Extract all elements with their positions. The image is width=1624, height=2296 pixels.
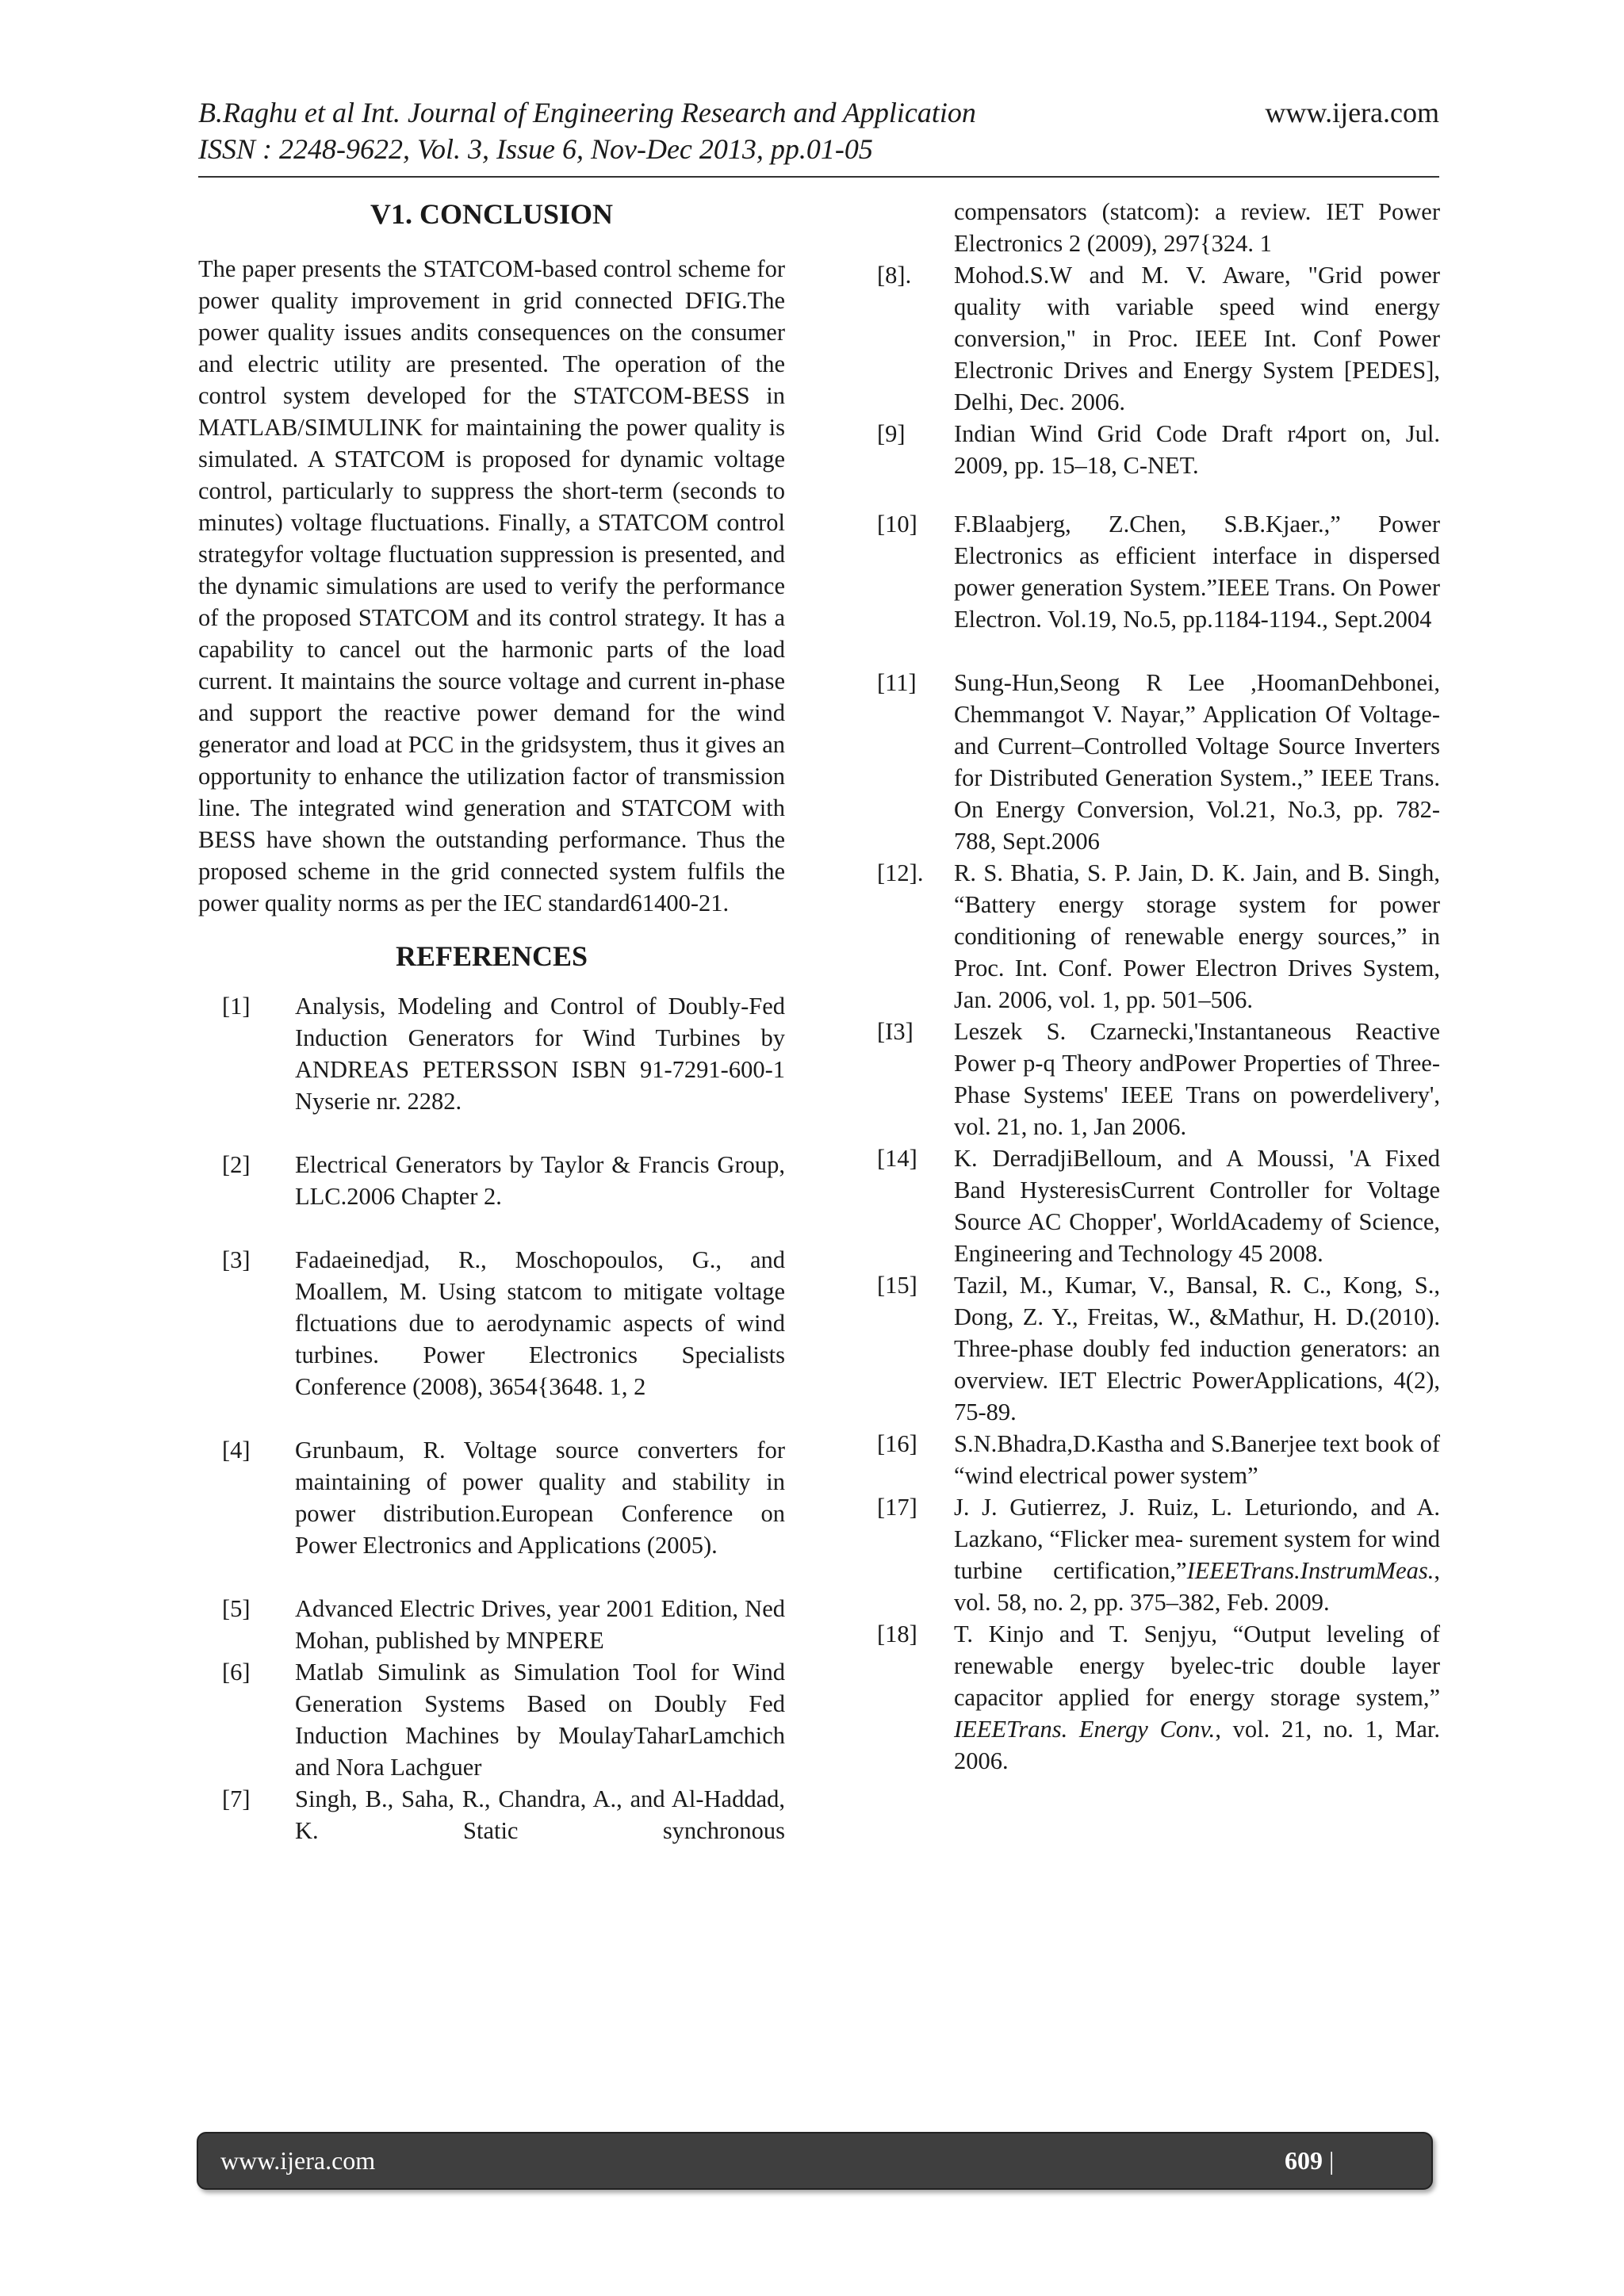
reference-number: [17] xyxy=(877,1494,917,1521)
reference-item xyxy=(877,259,1440,418)
reference-text: Grunbaum, R. Voltage source converters for maintaining of power quality and stability in power distribution.European Conference on Power Electronics and Applications (2005). xyxy=(295,1437,785,1559)
reference-number: [7] xyxy=(222,1785,251,1812)
page-footer xyxy=(197,2132,1433,2190)
reference-text: Mohod.S.W and M. V. Aware, "Grid power quality with variable speed wind energy conversion," in Proc. IEEE Int. Conf Power Electronic Drives and Energy System [PEDES], Delhi, Dec. 2006. xyxy=(954,262,1440,415)
reference-item xyxy=(877,1269,1440,1428)
reference-text: R. S. Bhatia, S. P. Jain, D. K. Jain, and B. Singh, “Battery energy storage system for power conditioning of renewable energy sources,” in Proc. Int. Conf. Power Electron Drives System, Jan. 2006, vol. 1, pp. 501–506. xyxy=(954,859,1440,1013)
page-number xyxy=(1285,2145,1334,2176)
reference-number: [18] xyxy=(877,1621,917,1647)
reference-text-part: , vol. 58, no. 2, pp. 375–382, Feb. 2009. xyxy=(954,1557,1440,1616)
reference-number: [11] xyxy=(877,669,917,696)
references-list-left xyxy=(198,990,785,1846)
reference-number: [15] xyxy=(877,1272,917,1299)
page-number-value: 609 xyxy=(1285,2146,1323,2175)
journal-citation-line: B.Raghu et al Int. Journal of Engineering Research and Application xyxy=(198,97,976,128)
reference-text: S.N.Bhadra,D.Kastha and S.Banerjee text book of “wind electrical power system” xyxy=(954,1430,1440,1489)
reference-number: [2] xyxy=(222,1151,251,1178)
reference-item xyxy=(198,1434,785,1561)
references-heading: REFERENCES xyxy=(395,940,588,972)
footer-website-link[interactable]: www.ijera.com xyxy=(220,2146,376,2175)
running-header xyxy=(198,94,1439,178)
journal-title-italic: IEEETrans. Energy Conv. xyxy=(954,1716,1216,1743)
reference-number: [16] xyxy=(877,1430,917,1457)
reference-text: F.Blaabjerg, Z.Chen, S.B.Kjaer.,” Power Electronics as efficient interface in dispersed power generation System.”IEEE Trans. On Power Electron. Vol.19, No.5, pp.1184-1194., Sept.2004 xyxy=(954,511,1440,633)
reference-number: [1] xyxy=(222,993,251,1020)
reference-number: [5] xyxy=(222,1595,251,1622)
reference-item xyxy=(198,1149,785,1212)
reference-item xyxy=(198,1783,785,1846)
reference-number: [8]. xyxy=(877,262,912,289)
reference-text: Fadaeinedjad, R., Moschopoulos, G., and Moallem, M. Using statcom to mitigate voltage flctuations due to aerodynamic aspects of wind turbines. Power Electronics Specialists Conference (2008), 3654{3648. 1, 2 xyxy=(295,1246,785,1400)
reference-item xyxy=(877,1142,1440,1269)
reference-text-part: , vol. 21, no. 1, Mar. 2006. xyxy=(954,1716,1440,1774)
reference-text: Indian Wind Grid Code Draft r4port on, Jul. 2009, pp. 15–18, C-NET. xyxy=(954,420,1440,479)
reference-text: Electrical Generators by Taylor & Francis Group, LLC.2006 Chapter 2. xyxy=(295,1151,785,1210)
reference-item xyxy=(877,667,1440,857)
reference-item xyxy=(877,1428,1440,1491)
reference-text: Tazil, M., Kumar, V., Bansal, R. C., Kong, S., Dong, Z. Y., Freitas, W., &Mathur, H. D.(2010). Three-phase doubly fed induction generators: an overview. IET Electric PowerApplications, 4(2), 75-89. xyxy=(954,1272,1440,1425)
conclusion-paragraph: The paper presents the STATCOM-based control scheme for power quality improvement in grid connected DFIG.The power quality issues andits consequences on the consumer and electric utility are presented. The operation of the control system developed for the STATCOM-BESS in MATLAB/SIMULINK for maintaining the power quality is simulated. A STATCOM is proposed for dynamic voltage control, particularly to suppress the short-term (seconds to minutes) voltage fluctuations. Finally, a STATCOM control strategyfor voltage fluctuation suppression is presented, and the dynamic simulations are used to verify the performance of the proposed STATCOM and its control strategy. It has a capability to cancel out the harmonic parts of the load current. It maintains the source voltage and current in-phase and support the reactive power demand for the wind generator and load at PCC in the gridsystem, thus it gives an opportunity to enhance the utilization factor of transmission line. The integrated wind generation and STATCOM with BESS have shown the outstanding performance. Thus the proposed scheme in the grid connected system fulfils the power quality norms as per the IEC standard61400-21. xyxy=(198,255,785,916)
reference-text: Analysis, Modeling and Control of Doubly-Fed Induction Generators for Wind Turbines by ANDREAS PETERSSON ISBN 91-7291-600-1 Nyserie nr. 2282. xyxy=(295,993,785,1115)
reference-text: Leszek S. Czarnecki,'Instantaneous Reactive Power p-q Theory andPower Properties of Three-Phase Systems' IEEE Trans on powerdelivery', vol. 21, no. 1, Jan 2006. xyxy=(954,1018,1440,1140)
reference-number: [12]. xyxy=(877,859,924,886)
reference-item xyxy=(877,508,1440,635)
right-column xyxy=(877,196,1440,1777)
reference-item xyxy=(198,1244,785,1402)
reference-item xyxy=(198,1656,785,1783)
reference-item xyxy=(198,990,785,1117)
left-column xyxy=(198,196,785,1846)
reference-item xyxy=(877,418,1440,481)
reference-item xyxy=(877,1491,1440,1618)
reference-number: [4] xyxy=(222,1437,251,1464)
reference-item xyxy=(877,1016,1440,1142)
reference-text: Sung-Hun,Seong R Lee ,HoomanDehbonei, Chemmangot V. Nayar,” Application Of Voltage-and Current–Controlled Voltage Source Inverters for Distributed Generation System.,” IEEE Trans. On Energy Conversion, Vol.21, No.3, pp. 782-788, Sept.2006 xyxy=(954,669,1440,855)
reference-number: [9] xyxy=(877,420,906,447)
reference-text-part: T. Kinjo and T. Senjyu, “Output leveling of renewable energy byelec-tric double layer capacitor applied for energy storage system,” xyxy=(954,1621,1440,1711)
reference-number: [6] xyxy=(222,1659,251,1686)
issn-line: ISSN : 2248-9622, Vol. 3, Issue 6, Nov-Dec 2013, pp.01-05 xyxy=(198,133,873,165)
reference-item xyxy=(877,857,1440,1016)
journal-title-italic: IEEETrans.InstrumMeas. xyxy=(1186,1557,1434,1584)
reference-number: [10] xyxy=(877,511,917,538)
reference-text: Matlab Simulink as Simulation Tool for Wind Generation Systems Based on Doubly Fed Induction Machines by MoulayTaharLamchich and Nora Lachguer xyxy=(295,1659,785,1781)
reference-number: [I3] xyxy=(877,1018,914,1045)
reference-item xyxy=(877,1618,1440,1777)
reference-7-continuation: compensators (statcom): a review. IET Power Electronics 2 (2009), 297{324. 1 xyxy=(954,198,1440,257)
conclusion-heading: V1. CONCLUSION xyxy=(370,198,614,230)
reference-text: Singh, B., Saha, R., Chandra, A., and Al-Haddad, K. Static synchronous xyxy=(295,1785,785,1844)
header-website-link[interactable]: www.ijera.com xyxy=(1265,97,1439,128)
reference-text: K. DerradjiBelloum, and A Moussi, 'A Fixed Band HysteresisCurrent Controller for Voltage Source AC Chopper', WorldAcademy of Science, Engineering and Technology 45 2008. xyxy=(954,1145,1440,1267)
reference-text xyxy=(954,1618,1440,1777)
reference-text-part: J. J. Gutierrez, J. Ruiz, L. Leturiondo, and A. Lazkano, “Flicker mea- surement system for wind turbine certification,” xyxy=(954,1494,1440,1584)
reference-item xyxy=(198,1593,785,1656)
reference-text xyxy=(954,1491,1440,1618)
reference-number: [14] xyxy=(877,1145,917,1172)
page-number-separator: | xyxy=(1329,2146,1335,2175)
reference-text: Advanced Electric Drives, year 2001 Edition, Ned Mohan, published by MNPERE xyxy=(295,1595,785,1654)
reference-number: [3] xyxy=(222,1246,251,1273)
